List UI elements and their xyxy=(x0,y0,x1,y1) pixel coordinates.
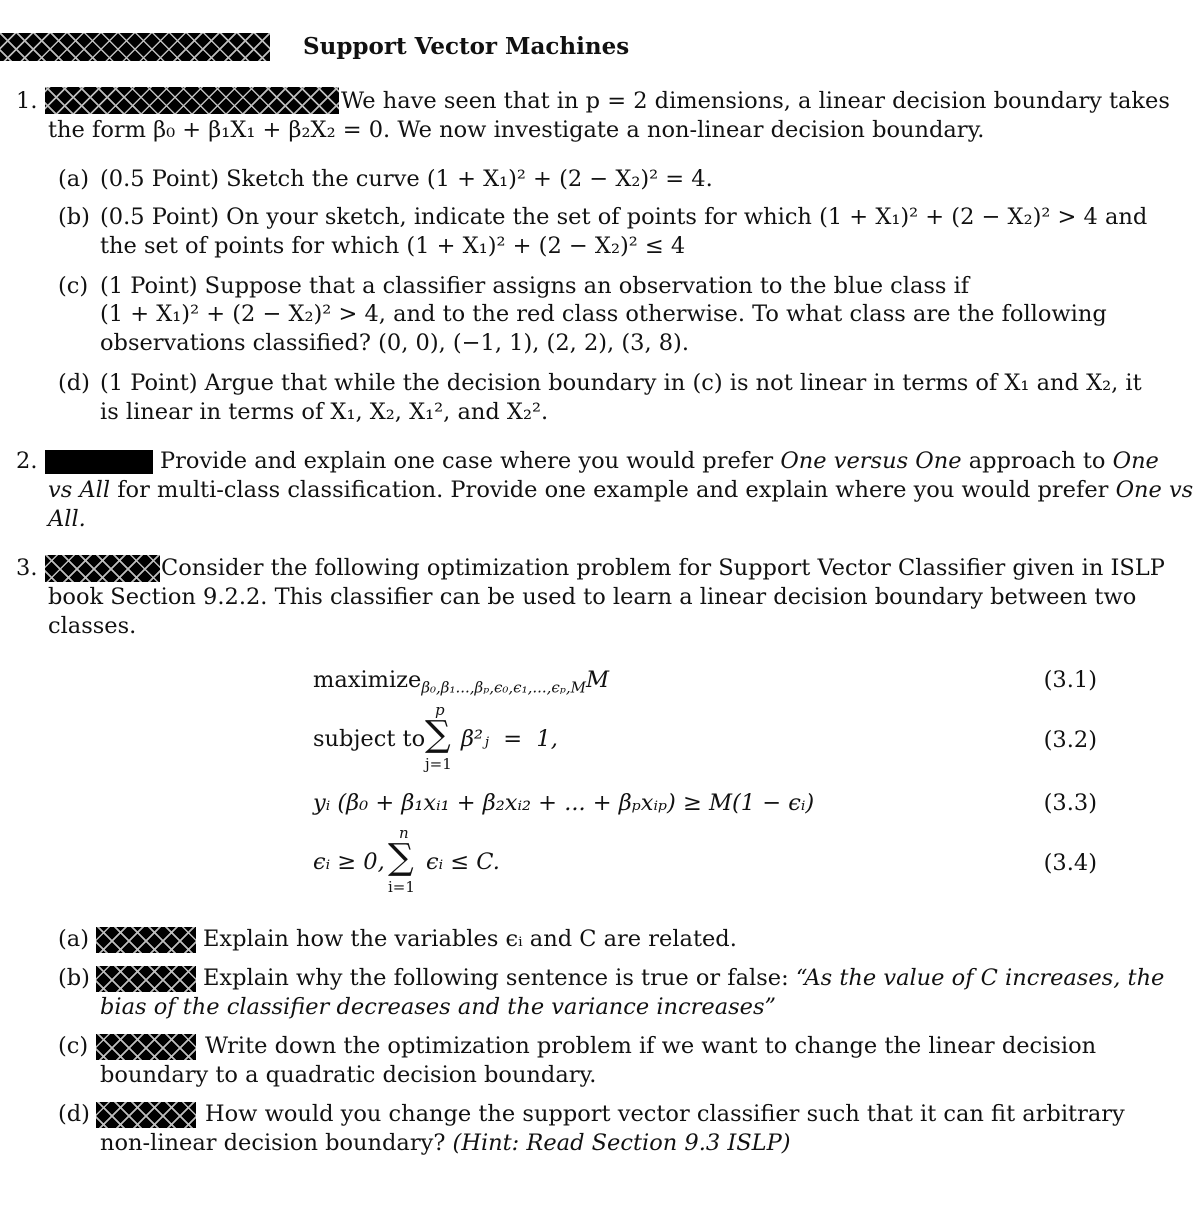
eq1-M: M xyxy=(585,667,610,693)
page-title: Support Vector Machines xyxy=(303,33,630,60)
q2-line1 xyxy=(160,447,1159,476)
sum-icon: ∑ xyxy=(388,837,414,878)
equation-3-4 xyxy=(313,826,633,902)
equation-3-2 xyxy=(313,703,633,779)
q3c-label: (c) xyxy=(58,1033,89,1059)
q3-number: 3. xyxy=(16,555,38,581)
q3d-line2-text: non-linear decision boundary? xyxy=(100,1130,446,1156)
q2-line1-text: Provide and explain one case where you would prefer xyxy=(160,448,774,474)
q3d-label: (d) xyxy=(58,1101,90,1127)
eq2-prefix: subject to xyxy=(313,726,426,752)
q3b-line1-text: Explain why the following sentence is true or false: xyxy=(203,965,789,991)
equation-number: (3.2) xyxy=(1043,727,1097,753)
eq4-upper-limit: n xyxy=(399,824,409,842)
q3b-quote-start: “As the value of C increases, the xyxy=(795,965,1165,991)
eq1-subscript: β₀,β₁...,βₚ,ϵ₀,ϵ₁,...,ϵₚ,M xyxy=(421,678,586,697)
q1b-label: (b) xyxy=(58,204,90,230)
redaction-block xyxy=(0,33,270,61)
q1a-label: (a) xyxy=(58,166,89,192)
q3b-label: (b) xyxy=(58,965,90,991)
q3d-line2 xyxy=(100,1129,791,1158)
q1c-line3: observations classified? (0, 0), (−1, 1), (2, 2), (3, 8). xyxy=(100,330,689,356)
eq4-prefix: ϵᵢ ≥ 0, xyxy=(313,849,385,875)
q2-ovo-term: One versus One xyxy=(780,448,962,474)
q3b-line2: bias of the classifier decreases and the variance increases” xyxy=(100,994,777,1020)
equation-number: (3.1) xyxy=(1043,667,1097,693)
q3-line1: Consider the following optimization problem for Support Vector Classifier given in ISLP xyxy=(161,555,1165,581)
redaction-block xyxy=(45,450,153,474)
eq4-body: ϵᵢ ≤ C. xyxy=(426,849,500,875)
redaction-block xyxy=(96,927,196,953)
q1d-line1: (1 Point) Argue that while the decision boundary in (c) is not linear in terms of X₁ and X₂, it xyxy=(100,370,1142,396)
q1d-line2: is linear in terms of X₁, X₂, X₁², and X₂². xyxy=(100,399,549,425)
eq2-lower-limit: j=1 xyxy=(425,755,452,773)
q2-number: 2. xyxy=(16,448,38,474)
q3d-hint: (Hint: Read Section 9.3 ISLP) xyxy=(452,1130,791,1156)
sum-icon: ∑ xyxy=(425,714,451,755)
redaction-block xyxy=(96,1034,196,1060)
equation-3-3: yᵢ (β₀ + β₁xᵢ₁ + β₂xᵢ₂ + ... + βₚxᵢₚ) ≥ M(1 − ϵᵢ) xyxy=(313,790,815,816)
eq4-lower-limit: i=1 xyxy=(388,878,415,896)
q3c-line1: Write down the optimization problem if we want to change the linear decision xyxy=(205,1033,1097,1059)
q3b-line1 xyxy=(203,964,1164,993)
eq1-maximize: maximize xyxy=(313,667,422,693)
q3-line2: book Section 9.2.2. This classifier can be used to learn a linear decision boundary between two xyxy=(48,584,1137,610)
redaction-block xyxy=(96,966,196,992)
q1c-line1: (1 Point) Suppose that a classifier assigns an observation to the blue class if xyxy=(100,273,970,299)
q1a-text: (0.5 Point) Sketch the curve (1 + X₁)² + (2 − X₂)² = 4. xyxy=(100,166,713,192)
eq2-body: β²ⱼ = 1, xyxy=(461,726,558,752)
q1c-line2: (1 + X₁)² + (2 − X₂)² > 4, and to the red class otherwise. To what class are the following xyxy=(100,301,1107,327)
q2-line1-text-b: approach to xyxy=(968,448,1106,474)
eq2-upper-limit: p xyxy=(435,701,445,719)
q2-line3: All. xyxy=(48,506,86,532)
q1b-line2: the set of points for which (1 + X₁)² + (2 − X₂)² ≤ 4 xyxy=(100,233,686,259)
q1-number: 1. xyxy=(16,88,38,114)
redaction-block xyxy=(45,555,160,582)
q1c-label: (c) xyxy=(58,273,89,299)
equation-number: (3.4) xyxy=(1043,850,1097,876)
q2-onevs-term: One vs xyxy=(1115,477,1193,503)
q3a-text: Explain how the variables ϵᵢ and C are related. xyxy=(203,926,737,952)
q2-line2-text: for multi-class classification. Provide one example and explain where you would prefer xyxy=(117,477,1109,503)
q1-intro-line1: We have seen that in p = 2 dimensions, a linear decision boundary takes xyxy=(341,88,1170,114)
equation-number: (3.3) xyxy=(1043,790,1097,816)
redaction-block xyxy=(96,1102,196,1128)
q1b-line1: (0.5 Point) On your sketch, indicate the set of points for which (1 + X₁)² + (2 − X₂)² > 4 and xyxy=(100,204,1148,230)
q3c-line2: boundary to a quadratic decision boundary. xyxy=(100,1062,597,1088)
q1d-label: (d) xyxy=(58,370,90,396)
q3a-label: (a) xyxy=(58,926,89,952)
q2-one-term: One xyxy=(1112,448,1159,474)
q3d-line1: How would you change the support vector classifier such that it can fit arbitrary xyxy=(205,1101,1125,1127)
q2-vsall-term: vs All xyxy=(48,477,111,503)
q2-line2 xyxy=(48,476,1193,505)
q1-intro-line2: the form β₀ + β₁X₁ + β₂X₂ = 0. We now investigate a non-linear decision boundary. xyxy=(48,117,985,143)
q3-line3: classes. xyxy=(48,613,137,639)
equation-3-1 xyxy=(313,666,609,695)
redaction-block xyxy=(45,87,339,114)
